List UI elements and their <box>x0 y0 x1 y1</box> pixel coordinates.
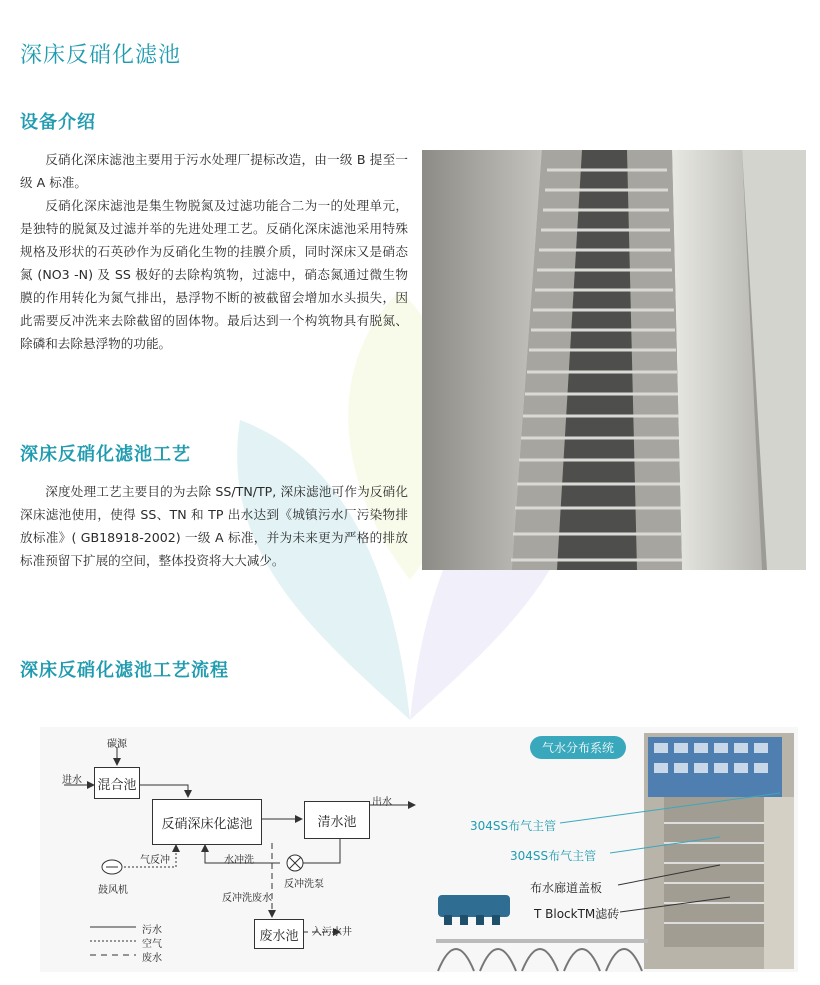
legend-air: 空气 <box>142 939 162 950</box>
intro-text <box>20 148 408 355</box>
intro-paragraph: 反硝化深床滤池主要用于污水处理厂提标改造，由一级 B 提至一级 A 标准。 <box>20 152 408 190</box>
water-backwash-label: 水冲洗 <box>224 855 254 866</box>
waste-water-tank-box: 废水池 <box>254 919 304 949</box>
outlet-label: 出水 <box>372 797 392 808</box>
process-text <box>20 480 408 572</box>
flow-heading: 深床反硝化滤池工艺流程 <box>20 660 229 681</box>
inlet-label: 进水 <box>62 775 82 786</box>
filter-bed-photo <box>422 150 806 570</box>
air-backwash-label: 气反冲 <box>140 855 170 866</box>
intro-heading: 设备介绍 <box>20 112 96 133</box>
blower-label: 鼓风机 <box>98 885 128 896</box>
callout-ss-air-main-2: 304SS布气主管 <box>510 849 597 863</box>
callout-water-gallery-cover: 布水廊道盖板 <box>530 881 603 895</box>
callout-ss-air-main-1: 304SS布气主管 <box>470 819 557 833</box>
backwash-waste-label: 反冲洗废水 <box>222 893 272 904</box>
filter-tank-box: 反硝深床化滤池 <box>152 799 262 845</box>
mixing-tank-box: 混合池 <box>94 767 140 799</box>
process-heading: 深床反硝化滤池工艺 <box>20 444 191 465</box>
page-title: 深床反硝化滤池 <box>20 43 182 68</box>
legend-sewage: 污水 <box>142 925 162 936</box>
to-sewage-well-label: 入污水井 <box>312 927 352 938</box>
callout-t-block-tile: T BlockTM滤砖 <box>534 907 620 921</box>
air-water-system-badge: 气水分布系统 <box>530 736 626 759</box>
backwash-pump-label: 反冲洗泵 <box>284 879 324 890</box>
clear-water-tank-box: 清水池 <box>304 801 370 839</box>
carbon-source-label: 碳源 <box>107 739 127 750</box>
intro-paragraph: 反硝化深床滤池是集生物脱氮及过滤功能合二为一的处理单元，是独特的脱氮及过滤并举的先进处理工艺。反硝化深床滤池采用特殊规格及形状的石英砂作为反硝化生物的挂膜介质，同时深床又是硝态氮 (NO3 -N) 及 SS 极好的去除构筑物，过滤中，硝态氮通过微生物膜的作用转化为氮气排出，悬浮物不断的被截留会增加水头损失，因此需要反冲洗来去除截留的固体物。最后达到一个构筑物具有脱氮、除磷和去除悬浮物的功能。 <box>20 198 408 351</box>
process-flow-panel <box>40 727 798 972</box>
legend-waste: 废水 <box>142 953 162 964</box>
process-paragraph: 深度处理工艺主要目的为去除 SS/TN/TP, 深床滤池可作为反硝化深床滤池使用，使得 SS、TN 和 TP 出水达到《城镇污水厂污染物排放标准》( GB18918-2002) 一级 A 标准，并为未来更为严格的排放标准预留下扩展的空间，整体投资将大大减少。 <box>20 484 408 568</box>
callout-leaders <box>40 727 798 972</box>
